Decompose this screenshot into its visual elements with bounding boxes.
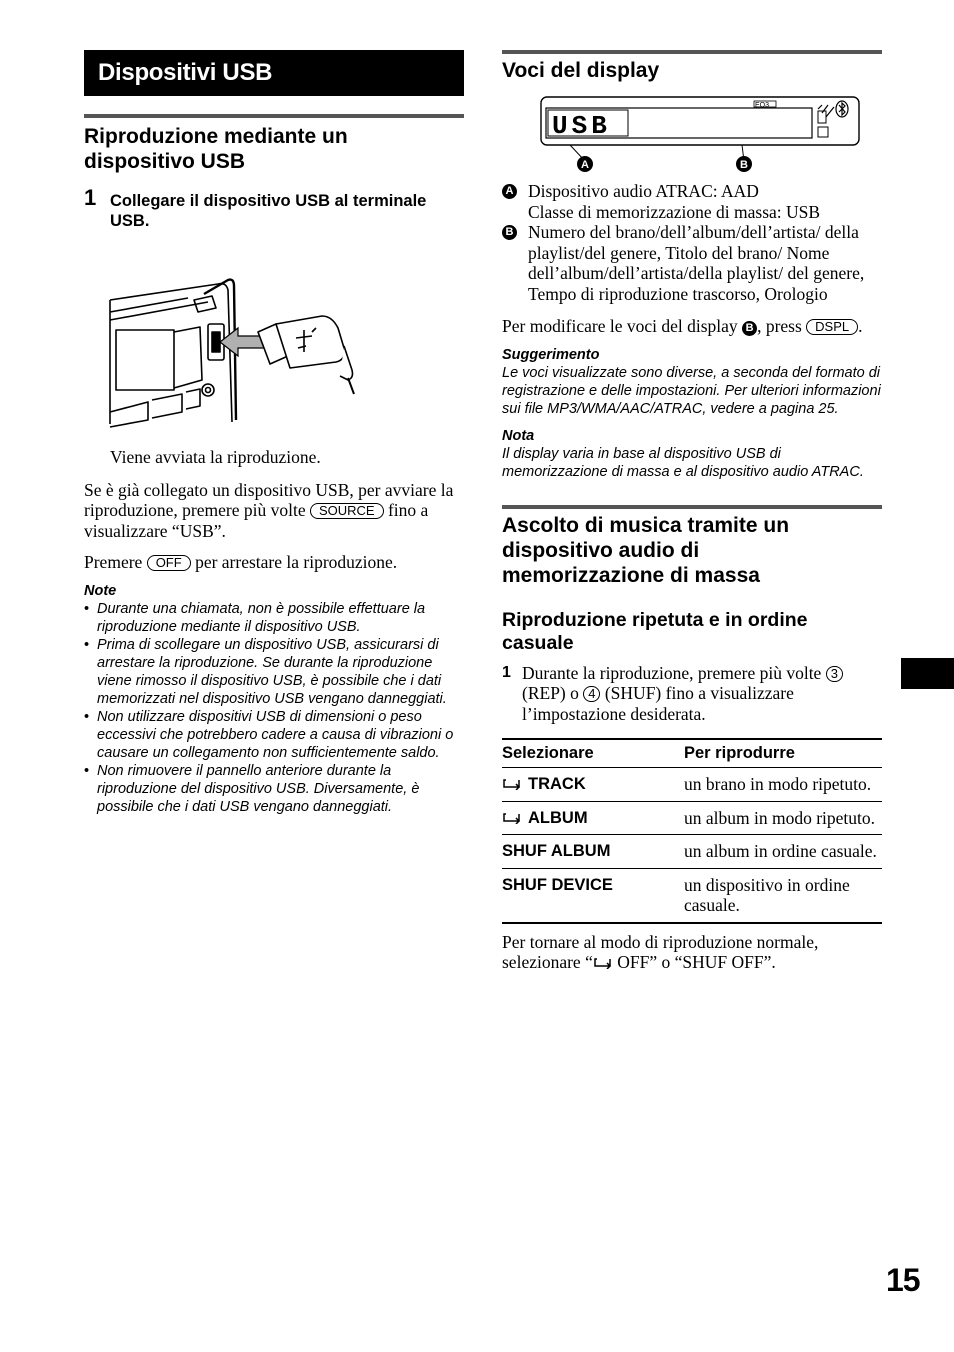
rep-key: 3	[826, 666, 843, 682]
callout-b: B	[740, 159, 748, 171]
select-cell	[502, 768, 684, 802]
usb-connection-illustration	[108, 272, 368, 432]
left-column	[84, 50, 464, 816]
step-1	[84, 185, 464, 231]
step-tail: (SHUF) fino a visualizzare l’impostazione desiderata.	[522, 683, 794, 724]
section-rule	[84, 114, 464, 118]
shuf-key: 4	[583, 686, 600, 702]
table-row	[502, 868, 882, 923]
play-cell: un brano in modo ripetuto.	[684, 768, 882, 802]
callout-b-icon: B	[502, 225, 517, 240]
table-row	[502, 768, 882, 802]
display-item-line: Dispositivo audio ATRAC: AAD	[528, 181, 759, 201]
step-middle: (REP) o	[522, 683, 579, 703]
select-label: ALBUM	[528, 808, 588, 827]
lcd-text: USB	[552, 111, 611, 141]
footer-lead: Per tornare al modo di riproduzione normale, selezionare “	[502, 931, 819, 972]
change-display-paragraph	[502, 316, 882, 337]
select-cell: SHUF ALBUM	[502, 835, 684, 869]
repeat-icon	[593, 957, 613, 969]
source-paragraph-tail: fino a visualizzare “USB”.	[84, 500, 429, 541]
tip-text: Le voci visualizzate sono diverse, a seconda del formato di registrazione e delle impostazioni. Per ulteriori informazioni sui file MP3/WMA/AAC/ATRAC, vedere a pagina 25.	[502, 364, 881, 417]
normal-play-paragraph	[502, 932, 882, 973]
display-item-b	[502, 222, 882, 304]
dspl-key: DSPL	[806, 319, 858, 335]
step-lead: Durante la riproduzione, premere più volte	[522, 662, 822, 683]
repeat-step	[502, 663, 882, 725]
language-tab-marker	[901, 658, 954, 689]
change-middle: , press	[757, 316, 802, 336]
callout-a-icon: A	[502, 184, 517, 199]
section-rule	[502, 50, 882, 54]
note-item: • Prima di scollegare un dispositivo USB, assicurarsi di arrestare la riproduzione. Se durante la riproduzione viene rimosso il dispositivo USB, è possibile che i dati memorizzati nel dispositivo USB vengano danneggiati.	[84, 636, 464, 708]
section-rule	[502, 505, 882, 509]
change-lead: Per modificare le voci del display	[502, 316, 738, 336]
repeat-icon	[502, 812, 522, 824]
change-tail: .	[858, 316, 863, 336]
off-paragraph-lead: Premere	[84, 552, 143, 572]
step-number: 1	[84, 185, 97, 210]
display-item-line: Numero del brano/dell’album/dell’artista/ della playlist/del genere, Titolo del brano/ Nome dell’album/dell’artista/della playlist/ del genere, Tempo di riproduzione trascorso, Orologio	[528, 222, 865, 304]
nota-text: Il display varia in base al dispositivo USB di memorizzazione di massa e al dispositivo audio ATRAC.	[502, 445, 864, 480]
step-number: 1	[502, 663, 511, 681]
play-mode-table	[502, 738, 882, 924]
section-banner: Dispositivi USB	[84, 50, 464, 96]
footer-tail: OFF” o “SHUF OFF”.	[612, 952, 776, 972]
display-item-line: Classe di memorizzazione di massa: USB	[528, 201, 821, 222]
select-cell: SHUF DEVICE	[502, 868, 684, 923]
section-title: Riproduzione mediante un dispositivo USB	[84, 125, 348, 173]
source-key: SOURCE	[310, 503, 384, 519]
play-cell: un dispositivo in ordine casuale.	[684, 868, 882, 923]
note-item: • Non rimuovere il pannello anteriore durante la riproduzione del dispositivo USB. Diversamente, è possibile che i dati USB vengano danneggiati.	[84, 762, 464, 816]
eq-label: EQ3	[755, 102, 770, 109]
callout-b-icon: B	[742, 321, 757, 336]
lcd-window	[116, 330, 174, 390]
off-key: OFF	[147, 555, 191, 571]
callout-a: A	[581, 159, 589, 171]
right-column	[502, 50, 882, 973]
usb-plug-icon	[258, 316, 354, 394]
table-row	[502, 835, 882, 869]
repeat-shuffle-subtitle: Riproduzione ripetuta e in ordine casuale	[502, 608, 808, 654]
source-paragraph-lead: Se è già collegato un dispositivo USB, per avviare la riproduzione, premere più volte	[84, 479, 454, 520]
display-illustration	[540, 95, 900, 173]
display-section-title: Voci del display	[502, 59, 660, 82]
select-cell	[502, 801, 684, 835]
off-paragraph-tail: per arrestare la riproduzione.	[195, 552, 398, 572]
tip-title: Suggerimento	[502, 346, 600, 363]
table-row	[502, 801, 882, 835]
repeat-icon	[502, 778, 522, 790]
playback-started-text: Viene avviata la riproduzione.	[110, 447, 321, 467]
play-cell: un album in modo ripetuto.	[684, 801, 882, 835]
mass-storage-section-title: Ascolto di musica tramite un dispositivo audio di memorizzazione di massa	[502, 513, 790, 587]
aux-jack	[202, 384, 214, 396]
page-number: 15	[886, 1262, 920, 1298]
note-item: • Durante una chiamata, non è possibile effettuare la riproduzione mediante il dispositivo USB.	[84, 600, 464, 636]
nota-title: Nota	[502, 427, 535, 444]
head-unit-outline	[110, 284, 232, 424]
notes-list	[84, 600, 464, 816]
select-label: TRACK	[528, 775, 586, 793]
table-header-row	[502, 739, 882, 768]
display-item-a	[502, 181, 882, 222]
table-header: Selezionare	[502, 739, 684, 768]
source-paragraph	[84, 480, 464, 542]
note-item: • Non utilizzare dispositivi USB di dimensioni o peso eccessivi che potrebbero cadere a causa di vibrazioni o causare un collegamento non sufficientemente saldo.	[84, 708, 464, 762]
notes-title: Note	[84, 582, 117, 599]
table-header: Per riprodurre	[684, 739, 882, 768]
step-text: Collegare il dispositivo USB al terminale USB.	[110, 192, 427, 230]
off-paragraph	[84, 552, 464, 573]
play-cell: un album in ordine casuale.	[684, 835, 882, 869]
